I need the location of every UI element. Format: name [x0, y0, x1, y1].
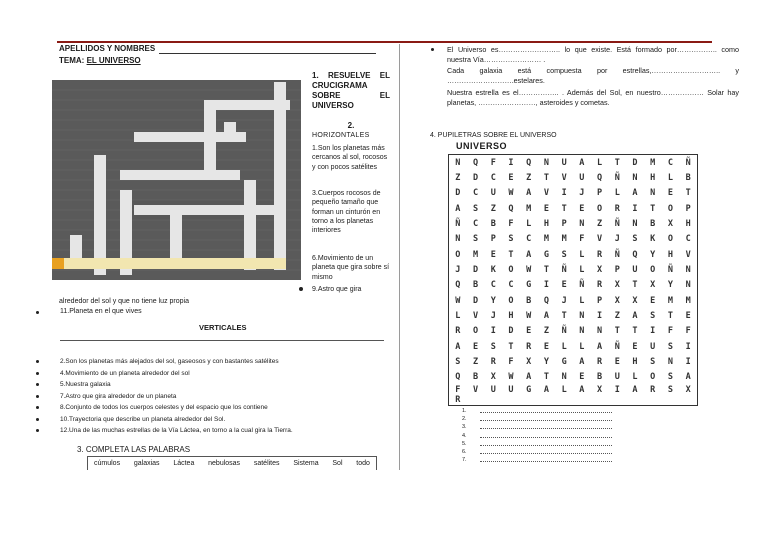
word-search-cell[interactable]: A [526, 249, 532, 260]
word-search-cell[interactable]: I [650, 326, 656, 337]
word-search-cell[interactable]: I [685, 356, 691, 367]
word-search-cell[interactable]: J [614, 234, 620, 245]
word-search-cell[interactable]: X [597, 264, 603, 275]
word-bank-item: satélites [253, 460, 280, 467]
word-search-cell[interactable]: K [490, 264, 496, 275]
word-search-cell[interactable]: O [508, 264, 514, 275]
word-search-cell[interactable]: O [508, 295, 514, 306]
word-search-cell[interactable]: D [473, 264, 479, 275]
word-search-cell[interactable]: O [473, 326, 479, 337]
word-search-cell[interactable]: N [685, 280, 691, 291]
word-search-cell[interactable]: L [579, 295, 585, 306]
word-search-cell[interactable]: G [526, 280, 532, 291]
word-search-cell[interactable]: N [597, 326, 603, 337]
crossword-highlight-start [52, 258, 64, 269]
h-clue-9-bullet [299, 287, 303, 291]
horizontales-label: HORIZONTALES [312, 132, 370, 139]
word-bank-item: Láctea [173, 460, 195, 467]
word-search-cell[interactable]: N [667, 356, 673, 367]
answer-number: 3. [462, 424, 467, 431]
fill-in-line-1: El Universo es…………………….. lo que existe. Está formado por…………….. como nuestra Vía…………………… . [447, 45, 739, 64]
word-search-cell[interactable]: Y [650, 249, 656, 260]
word-search-cell[interactable]: Q [632, 249, 638, 260]
word-search-cell[interactable]: X [614, 280, 620, 291]
word-search-cell[interactable]: V [543, 188, 549, 199]
word-search-cell[interactable]: V [561, 172, 567, 183]
word-search-cell[interactable]: O [650, 372, 656, 383]
word-search-cell[interactable]: E [667, 188, 673, 199]
v-clue-8: 8.Conjunto de todos los cuerpos celestes y del espacio que los contiene [36, 402, 293, 414]
word-search-cell[interactable]: O [667, 234, 673, 245]
word-search-cell[interactable]: R [455, 326, 461, 337]
verticales-rule [60, 340, 384, 341]
v-clue-12: 12.Una de las muchas estrellas de la Vía Láctea, en torno a la cual gira la Tierra. [36, 425, 293, 437]
word-search-cell[interactable]: N [543, 157, 549, 168]
word-search-cell[interactable]: I [561, 188, 567, 199]
word-search-cell[interactable]: T [650, 203, 656, 214]
word-search-cell[interactable]: T [614, 157, 620, 168]
v-clue-2: 2.Son los planetas más alejados del sol, gaseosos y con bastantes satélites [36, 356, 293, 368]
word-search-cell[interactable]: V [597, 234, 603, 245]
answer-line[interactable] [462, 440, 612, 448]
word-search-cell[interactable]: E [650, 295, 656, 306]
word-search-cell[interactable]: S [650, 356, 656, 367]
word-search-cell[interactable]: W [455, 295, 461, 306]
word-search-cell[interactable]: S [650, 310, 656, 321]
word-search-cell[interactable]: A [455, 203, 461, 214]
word-search-cell[interactable]: L [561, 341, 567, 352]
word-search-cell[interactable]: S [508, 234, 514, 245]
word-search-cell[interactable]: W [508, 188, 514, 199]
word-search-cell[interactable]: X [597, 384, 603, 395]
word-search-cell[interactable]: Y [543, 356, 549, 367]
word-search-cell[interactable]: R [597, 280, 603, 291]
word-search-cell[interactable]: E [614, 356, 620, 367]
word-search-cell[interactable]: V [473, 310, 479, 321]
word-search-cell[interactable]: Ñ [561, 326, 567, 337]
word-search-cell[interactable]: E [508, 172, 514, 183]
word-search-grid[interactable] [448, 154, 698, 406]
word-search-cell[interactable]: K [650, 234, 656, 245]
word-search-cell[interactable]: T [543, 264, 549, 275]
word-search-cell[interactable]: X [667, 218, 673, 229]
word-search-cell[interactable]: N [632, 218, 638, 229]
word-search-cell[interactable]: L [561, 384, 567, 395]
word-search-cell[interactable]: Z [614, 310, 620, 321]
word-search-cell[interactable]: B [526, 295, 532, 306]
word-search-cell[interactable]: L [632, 372, 638, 383]
verticales-clue-list [36, 356, 293, 437]
word-search-cell[interactable]: D [473, 295, 479, 306]
answer-number: 7. [462, 457, 467, 464]
word-search-cell[interactable]: Y [667, 280, 673, 291]
word-search-cell[interactable]: Q [508, 203, 514, 214]
word-search-cell[interactable]: U [614, 372, 620, 383]
word-search-cell[interactable]: X [632, 295, 638, 306]
word-search-cell[interactable]: S [667, 384, 673, 395]
answer-line[interactable] [462, 423, 612, 431]
v-clue-4: 4.Movimiento de un planeta alrededor del sol [36, 368, 293, 380]
word-search-cell[interactable]: P [490, 234, 496, 245]
word-search-cell[interactable]: A [526, 188, 532, 199]
word-search-cell[interactable]: P [685, 203, 691, 214]
h-clue-9-continued: alrededor del sol y que no tiene luz propia [59, 298, 189, 305]
word-search-cell[interactable]: T [543, 372, 549, 383]
word-search-cell[interactable]: Ñ [685, 157, 691, 168]
word-search-cell[interactable]: F [455, 384, 461, 395]
word-search-cell[interactable]: R [526, 341, 532, 352]
word-search-cell[interactable]: E [561, 280, 567, 291]
h-clue-11-bullet [36, 311, 39, 314]
word-search-cell[interactable]: I [597, 310, 603, 321]
word-search-cell[interactable]: E [526, 326, 532, 337]
word-search-cell[interactable]: O [455, 249, 461, 260]
word-search-cell[interactable]: B [490, 218, 496, 229]
name-blank-line[interactable] [159, 53, 376, 54]
answer-number: 2. [462, 416, 467, 423]
word-search-cell[interactable]: U [561, 157, 567, 168]
word-search-cell[interactable]: J [490, 310, 496, 321]
word-search-cell[interactable]: V [685, 249, 691, 260]
word-search-cell[interactable]: T [561, 203, 567, 214]
word-search-cell[interactable]: M [685, 295, 691, 306]
word-search-cell[interactable]: R [650, 384, 656, 395]
answer-line[interactable] [462, 448, 612, 456]
answer-number: 4. [462, 432, 467, 439]
column-divider [399, 44, 400, 470]
answer-line[interactable] [462, 456, 612, 464]
word-search-cell[interactable]: C [667, 157, 673, 168]
word-search-cell[interactable]: P [597, 295, 603, 306]
answer-line[interactable] [462, 432, 612, 440]
word-search-cell[interactable]: F [508, 356, 514, 367]
word-search-cell[interactable]: M [561, 234, 567, 245]
word-search-cell[interactable]: Z [490, 203, 496, 214]
word-search-cell[interactable]: R [490, 356, 496, 367]
word-search-cell[interactable]: X [490, 372, 496, 383]
word-search-cell[interactable]: M [543, 234, 549, 245]
v-clue-5: 5.Nuestra galaxia [36, 379, 293, 391]
h-clue-11: 11.Planeta en el que vives [60, 308, 142, 315]
word-search-cell[interactable]: F [508, 218, 514, 229]
word-search-cell[interactable]: Ñ [614, 172, 620, 183]
word-search-cell[interactable]: T [508, 249, 514, 260]
word-search-cell[interactable]: D [455, 188, 461, 199]
word-search-cell[interactable]: V [473, 384, 479, 395]
word-search-cell[interactable]: Ñ [614, 341, 620, 352]
tema-line [59, 56, 141, 65]
word-search-cell[interactable]: A [579, 384, 585, 395]
section3-title: 3. COMPLETA LAS PALABRAS [77, 445, 191, 454]
word-search-cell[interactable]: L [597, 157, 603, 168]
word-search-cell[interactable]: Z [455, 172, 461, 183]
word-search-cell[interactable]: Z [473, 356, 479, 367]
word-search-cell[interactable]: B [473, 280, 479, 291]
word-search-cell[interactable]: T [667, 310, 673, 321]
v-clue-10: 10.Trayectoria que describe un planeta alrededor del Sol. [36, 414, 293, 426]
word-search-cell[interactable]: G [543, 249, 549, 260]
answer-number: 6. [462, 448, 467, 455]
word-search-cell[interactable]: R [597, 356, 603, 367]
word-search-cell[interactable]: W [526, 310, 532, 321]
word-search-cell[interactable]: E [543, 341, 549, 352]
word-search-cell[interactable]: C [473, 218, 479, 229]
verticales-title: VERTICALES [199, 323, 247, 332]
word-search-cell[interactable]: O [667, 203, 673, 214]
fill-in-line-2: Cada galaxia está compuesta por estrellas,……………………….. y ……………………….estelares. [447, 66, 739, 85]
word-search-cell[interactable]: A [685, 372, 691, 383]
answer-blank[interactable] [480, 448, 612, 454]
word-search-cell[interactable]: Q [473, 157, 479, 168]
word-search-cell[interactable]: P [614, 264, 620, 275]
word-search-cell[interactable]: U [632, 264, 638, 275]
word-search-cell[interactable]: N [685, 264, 691, 275]
word-search-cell[interactable]: L [667, 172, 673, 183]
word-search-cell[interactable]: H [685, 218, 691, 229]
word-search-cell[interactable]: T [632, 326, 638, 337]
answer-number: 5. [462, 440, 467, 447]
word-search-cell[interactable]: S [632, 234, 638, 245]
answer-blank[interactable] [480, 432, 612, 438]
word-search-cell[interactable]: A [632, 384, 638, 395]
word-search-cell[interactable]: J [455, 264, 461, 275]
word-search-cell[interactable]: S [490, 341, 496, 352]
fill-in-bullet [431, 48, 434, 51]
word-search-cell[interactable]: L [614, 188, 620, 199]
word-search-cell[interactable]: E [685, 310, 691, 321]
word-search-cell[interactable]: A [632, 310, 638, 321]
word-search-cell[interactable]: S [667, 341, 673, 352]
word-search-cell[interactable]: M [473, 249, 479, 260]
word-search-cell[interactable]: I [543, 280, 549, 291]
word-search-cell[interactable]: C [526, 234, 532, 245]
word-search-cell[interactable]: R [455, 394, 461, 405]
word-search-cell[interactable]: Z [526, 172, 532, 183]
word-search-cell[interactable]: A [632, 188, 638, 199]
answer-line[interactable] [462, 407, 612, 415]
word-search-cell[interactable]: M [650, 157, 656, 168]
word-search-cell[interactable]: A [543, 310, 549, 321]
word-bank-item: todo [356, 460, 370, 467]
word-search-cell[interactable]: Q [543, 295, 549, 306]
word-search-cell[interactable]: U [650, 341, 656, 352]
word-search-cell[interactable]: N [455, 157, 461, 168]
word-search-cell[interactable]: C [473, 188, 479, 199]
word-search-cell[interactable]: X [526, 356, 532, 367]
word-search-cell[interactable]: Ñ [667, 264, 673, 275]
word-search-cell[interactable]: C [490, 172, 496, 183]
word-search-cell[interactable]: T [508, 341, 514, 352]
word-search-cell[interactable]: N [455, 234, 461, 245]
word-search-cell[interactable]: E [490, 249, 496, 260]
word-search-cell[interactable]: C [490, 280, 496, 291]
word-search-cell[interactable]: C [685, 234, 691, 245]
word-search-cell[interactable]: D [508, 326, 514, 337]
word-search-cell[interactable]: N [632, 172, 638, 183]
section4-subtitle: UNIVERSO [456, 141, 508, 151]
word-search-cell[interactable]: M [667, 295, 673, 306]
word-search-cell[interactable]: F [667, 326, 673, 337]
fill-in-line-3: Nuestra estrella es el…………….. . Además del Sol, en nuestro……………… Solar hay planetas, ……………………, asteroides y cometas. [447, 88, 739, 107]
word-search-cell[interactable]: I [490, 326, 496, 337]
word-bank [87, 456, 377, 470]
word-search-cell[interactable]: D [473, 172, 479, 183]
word-search-cell[interactable]: S [667, 372, 673, 383]
word-search-cell[interactable]: U [490, 384, 496, 395]
crossword-grid[interactable] [52, 80, 301, 280]
word-search-cell[interactable]: X [650, 280, 656, 291]
word-search-cell[interactable]: E [579, 372, 585, 383]
word-search-cell[interactable]: H [632, 356, 638, 367]
answer-number: 1. [462, 408, 467, 414]
v-clue-7: 7.Astro que gira alrededor de un planeta [36, 391, 293, 403]
word-search-cell[interactable]: A [579, 157, 585, 168]
word-search-cell[interactable]: W [526, 264, 532, 275]
word-search-cell[interactable]: Q [526, 157, 532, 168]
word-bank-item: cúmulos [94, 460, 121, 467]
word-search-cell[interactable]: Z [597, 218, 603, 229]
word-search-cell[interactable]: Q [597, 172, 603, 183]
answer-blank[interactable] [480, 407, 612, 413]
word-search-cell[interactable]: B [650, 218, 656, 229]
word-search-cell[interactable]: X [685, 384, 691, 395]
word-search-cell[interactable]: A [579, 356, 585, 367]
word-search-cell[interactable]: E [579, 203, 585, 214]
word-search-cell[interactable]: J [579, 188, 585, 199]
word-search-cell[interactable]: R [614, 203, 620, 214]
word-search-cell[interactable]: L [579, 341, 585, 352]
word-search-cell[interactable]: Q [455, 280, 461, 291]
word-search-cell[interactable]: B [597, 372, 603, 383]
word-bank-item: galaxias [133, 460, 160, 467]
word-search-cell[interactable]: T [632, 280, 638, 291]
word-search-cell[interactable]: E [543, 203, 549, 214]
word-search-cell[interactable]: N [579, 326, 585, 337]
word-search-cell[interactable]: B [685, 172, 691, 183]
tema-label: TEMA: [59, 56, 85, 65]
answer-lines [462, 407, 612, 464]
top-rule [57, 41, 712, 43]
word-search-cell[interactable]: D [632, 157, 638, 168]
section4-title: 4. PUPILETRAS SOBRE EL UNIVERSO [430, 132, 557, 139]
crossword-highlight-row [52, 258, 286, 269]
word-search-cell[interactable]: S [455, 356, 461, 367]
word-bank-item: nebulosas [208, 460, 241, 467]
word-search-cell[interactable]: B [473, 372, 479, 383]
word-search-cell[interactable]: A [455, 341, 461, 352]
word-search-cell[interactable]: H [667, 249, 673, 260]
word-search-cell[interactable]: S [473, 203, 479, 214]
word-search-cell[interactable]: N [650, 188, 656, 199]
word-search-cell[interactable]: L [455, 310, 461, 321]
h-clue-9: 9.Astro que gira [312, 286, 362, 293]
word-search-cell[interactable]: R [597, 249, 603, 260]
h-clue-1: 1.Son los planetas más cercanos al sol, rocosos y con pocos satélites [312, 145, 388, 171]
word-bank-item: Sol [332, 460, 343, 467]
word-search-cell[interactable]: U [490, 188, 496, 199]
word-search-cell[interactable]: I [508, 157, 514, 168]
h-clue-3: 3.Cuerpos rocosos de pequeño tamaño que forman un cinturón en torno a los planetas interiores [312, 190, 381, 235]
section1-title: 1. RESUELVE EL CRUCIGRAMA SOBRE EL UNIVERSO [312, 71, 390, 110]
word-search-cell[interactable]: P [561, 218, 567, 229]
word-search-cell[interactable]: Ñ [614, 249, 620, 260]
name-label: APELLIDOS Y NOMBRES [59, 44, 156, 53]
word-search-cell[interactable]: S [561, 249, 567, 260]
word-search-cell[interactable]: A [597, 341, 603, 352]
word-search-cell[interactable]: Ñ [455, 218, 461, 229]
word-search-cell[interactable]: T [614, 326, 620, 337]
word-search-cell[interactable]: Ñ [579, 280, 585, 291]
word-bank-item: Sistema [293, 460, 319, 467]
word-search-cell[interactable]: Y [490, 295, 496, 306]
word-search-cell[interactable]: A [526, 372, 532, 383]
word-search-cell[interactable]: F [579, 234, 585, 245]
answer-blank[interactable] [480, 440, 612, 446]
word-search-cell[interactable]: Q [455, 372, 461, 383]
word-search-cell[interactable]: O [650, 264, 656, 275]
word-search-cell[interactable]: Ñ [614, 218, 620, 229]
word-search-cell[interactable]: X [614, 295, 620, 306]
word-search-cell[interactable]: G [526, 384, 532, 395]
word-search-cell[interactable]: E [473, 341, 479, 352]
word-search-cell[interactable]: T [685, 188, 691, 199]
tema-value: EL UNIVERSO [86, 56, 141, 65]
answer-line[interactable] [462, 415, 612, 423]
word-search-cell[interactable]: F [490, 157, 496, 168]
answer-blank[interactable] [480, 415, 612, 421]
word-search-cell[interactable]: F [685, 326, 691, 337]
word-search-cell[interactable]: I [614, 384, 620, 395]
word-search-cell[interactable]: N [579, 310, 585, 321]
word-search-cell[interactable]: A [543, 384, 549, 395]
word-search-cell[interactable]: H [543, 218, 549, 229]
word-search-cell[interactable]: P [597, 188, 603, 199]
word-search-cell[interactable]: W [508, 372, 514, 383]
word-search-cell[interactable]: N [579, 218, 585, 229]
word-search-cell[interactable]: M [526, 203, 532, 214]
word-search-cell[interactable]: L [579, 264, 585, 275]
word-search-cell[interactable]: U [508, 384, 514, 395]
word-search-cell[interactable]: I [685, 341, 691, 352]
word-search-cell[interactable]: J [561, 295, 567, 306]
h-clue-6: 6.Movimiento de un planeta que gira sobre sí mismo [312, 255, 390, 281]
word-search-cell[interactable]: T [561, 310, 567, 321]
word-search-cell[interactable]: U [579, 172, 585, 183]
word-search-cell[interactable]: C [508, 280, 514, 291]
word-search-cell[interactable]: Z [543, 326, 549, 337]
word-search-cell[interactable]: N [561, 372, 567, 383]
word-search-cell[interactable]: Ñ [561, 264, 567, 275]
word-search-cell[interactable]: S [473, 234, 479, 245]
word-search-cell[interactable]: T [543, 172, 549, 183]
word-search-cell[interactable]: L [579, 249, 585, 260]
word-search-cell[interactable]: L [526, 218, 532, 229]
word-search-cell[interactable]: G [561, 356, 567, 367]
word-search-cell[interactable]: H [508, 310, 514, 321]
word-search-cell[interactable]: I [632, 203, 638, 214]
word-search-cell[interactable]: E [632, 341, 638, 352]
word-search-cell[interactable]: H [650, 172, 656, 183]
section1-subnumber: 2. [347, 121, 355, 130]
answer-blank[interactable] [480, 423, 612, 429]
word-search-cell[interactable]: O [597, 203, 603, 214]
answer-blank[interactable] [480, 456, 612, 462]
